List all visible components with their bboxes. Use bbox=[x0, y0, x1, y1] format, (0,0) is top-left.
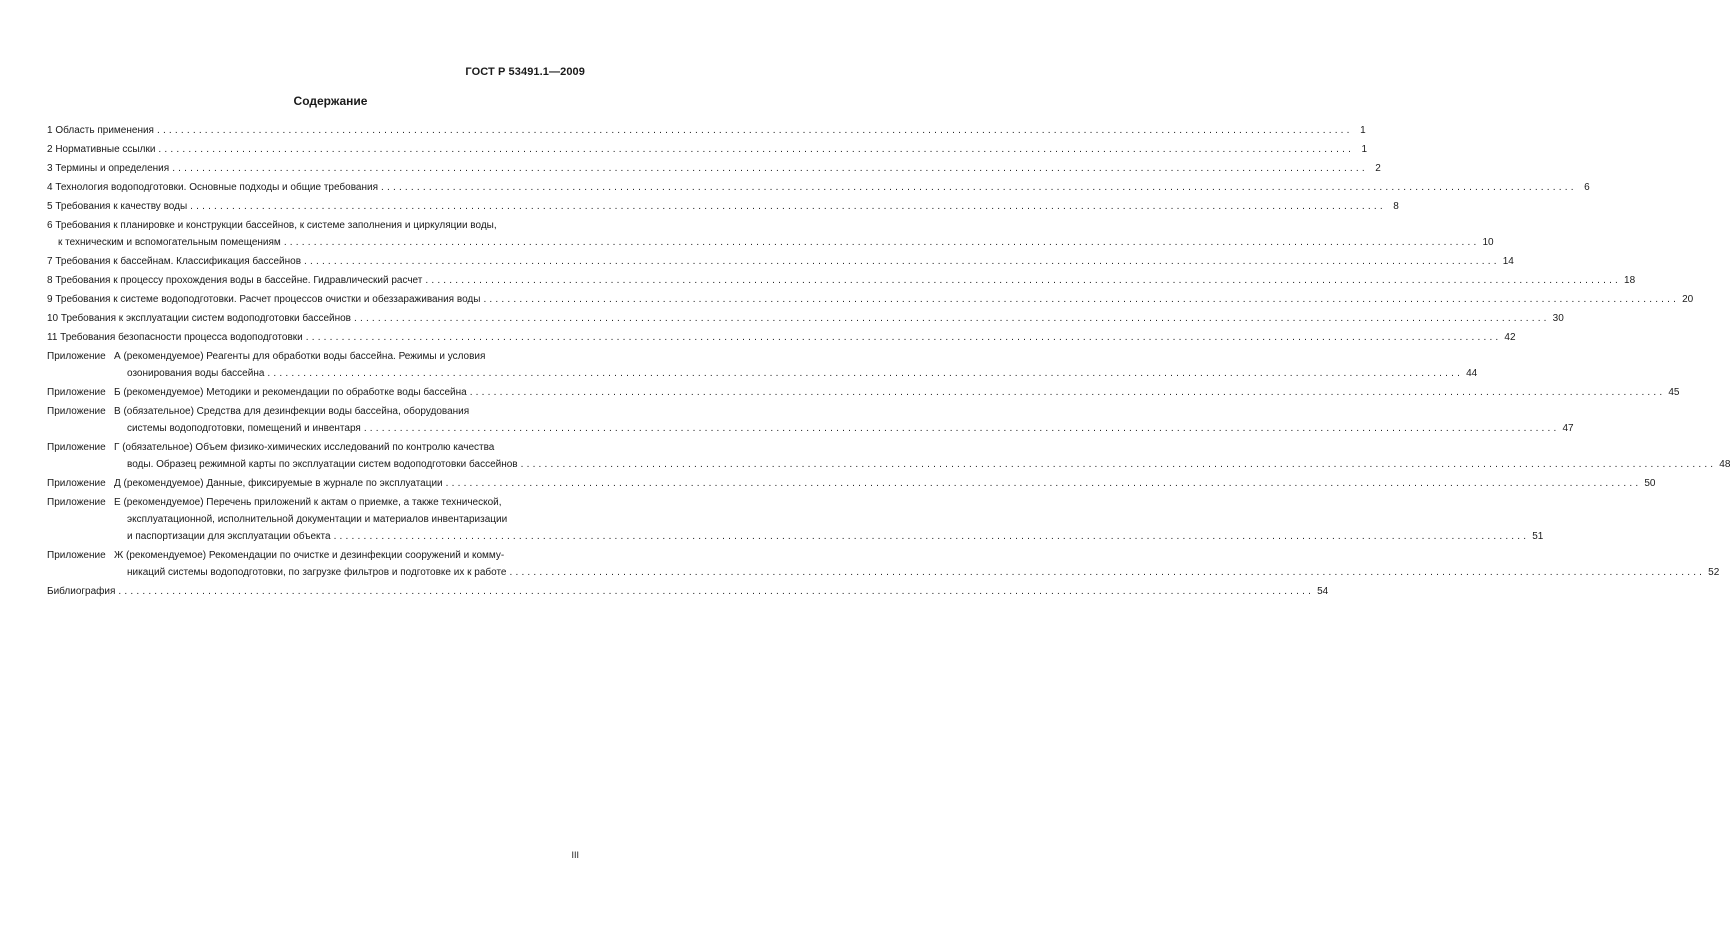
toc-entry-text: озонирования воды бассейна bbox=[127, 368, 265, 379]
toc-entry-5[interactable] bbox=[47, 198, 1399, 215]
toc-entry-text: 10 Требования к эксплуатации систем водоподготовки бассейнов bbox=[47, 313, 351, 324]
table-of-contents bbox=[47, 122, 1730, 600]
toc-page-number: 1 bbox=[1360, 125, 1366, 136]
toc-entry-text-line: Е (рекомендуемое) Перечень приложений к актам о приемке, а также технической, bbox=[114, 497, 502, 508]
leader-dots: ........................................................................................................................................................................................................ bbox=[267, 368, 1464, 379]
toc-entry-10[interactable] bbox=[47, 310, 1564, 327]
toc-page-number: 45 bbox=[1668, 387, 1680, 398]
toc-entry-text: никаций системы водоподготовки, по загрузке фильтров и подготовке их к работе bbox=[127, 567, 507, 578]
toc-entry-4[interactable] bbox=[47, 179, 1590, 196]
toc-entry-6[interactable] bbox=[47, 217, 1494, 251]
toc-entry-text-line: эксплуатационной, исполнительной документации и материалов инвентаризации bbox=[127, 514, 508, 525]
toc-page-number: 8 bbox=[1393, 201, 1399, 212]
toc-entry-8[interactable] bbox=[47, 272, 1636, 289]
leader-dots: ........................................................................................................................................................................................................ bbox=[381, 182, 1577, 193]
toc-page-number: 18 bbox=[1624, 275, 1636, 286]
appendix-label: Приложение bbox=[47, 497, 106, 508]
toc-page-number: 47 bbox=[1562, 423, 1574, 434]
toc-page-number: 54 bbox=[1317, 586, 1329, 597]
toc-appendix-b[interactable] bbox=[47, 384, 1680, 401]
toc-entry-text-line: 6 Требования к планировке и конструкции бассейнов, к системе заполнения и циркуляции воды, bbox=[47, 220, 497, 231]
toc-entry-text: Библиография bbox=[47, 586, 116, 597]
toc-entry-text: системы водоподготовки, помещений и инвентаря bbox=[127, 423, 361, 434]
leader-dots: ........................................................................................................................................................................................................ bbox=[425, 275, 1622, 286]
toc-entry-text: 9 Требования к системе водоподготовки. Расчет процессов очистки и обеззараживания воды bbox=[47, 294, 481, 305]
leader-dots: ........................................................................................................................................................................................................ bbox=[445, 478, 1642, 489]
toc-page-number: 30 bbox=[1552, 313, 1564, 324]
toc-appendix-v[interactable] bbox=[47, 403, 1574, 437]
leader-dots: ........................................................................................................................................................................................................ bbox=[156, 125, 1353, 136]
appendix-label: Приложение bbox=[47, 351, 106, 362]
page-number: III bbox=[571, 850, 579, 860]
toc-entry-text: 8 Требования к процессу прохождения воды в бассейне. Гидравлический расчет bbox=[47, 275, 423, 286]
toc-entry-text-line: Ж (рекомендуемое) Рекомендации по очистке и дезинфекции сооружений и комму- bbox=[114, 550, 505, 561]
toc-page-number: 10 bbox=[1482, 237, 1494, 248]
appendix-label: Приложение bbox=[47, 478, 106, 489]
leader-dots: ........................................................................................................................................................................................................ bbox=[520, 459, 1717, 470]
toc-entry-text: и паспортизации для эксплуатации объекта bbox=[127, 531, 331, 542]
toc-page-number: 14 bbox=[1502, 256, 1514, 267]
toc-entry-text: 1 Область применения bbox=[47, 125, 154, 136]
leader-dots: ........................................................................................................................................................................................................ bbox=[483, 294, 1680, 305]
leader-dots: ........................................................................................................................................................................................................ bbox=[304, 256, 1500, 267]
leader-dots: ........................................................................................................................................................................................................ bbox=[190, 201, 1386, 212]
page-title: Содержание bbox=[293, 94, 368, 108]
toc-entry-text: Д (рекомендуемое) Данные, фиксируемые в журнале по эксплуатации bbox=[114, 478, 443, 489]
toc-entry-text: Б (рекомендуемое) Методики и рекомендации по обработке воды бассейна bbox=[114, 387, 467, 398]
toc-entry-text: 2 Нормативные ссылки bbox=[47, 144, 156, 155]
toc-page-number: 52 bbox=[1708, 567, 1720, 578]
toc-page-number: 51 bbox=[1532, 531, 1544, 542]
toc-page-number: 42 bbox=[1504, 332, 1516, 343]
leader-dots: ........................................................................................................................................................................................................ bbox=[509, 567, 1706, 578]
toc-entry-text: 11 Требования безопасности процесса водоподготовки bbox=[47, 332, 303, 343]
leader-dots: ........................................................................................................................................................................................................ bbox=[354, 313, 1550, 324]
toc-appendix-d[interactable] bbox=[47, 475, 1656, 492]
leader-dots: ........................................................................................................................................................................................................ bbox=[305, 332, 1502, 343]
toc-appendix-a[interactable] bbox=[47, 348, 1478, 382]
toc-entry-text: 7 Требования к бассейнам. Классификация бассейнов bbox=[47, 256, 302, 267]
toc-entry-9[interactable] bbox=[47, 291, 1694, 308]
toc-entry-1[interactable] bbox=[47, 122, 1366, 139]
toc-page-number: 2 bbox=[1375, 163, 1381, 174]
toc-page-number: 44 bbox=[1466, 368, 1478, 379]
toc-entry-text-line: А (рекомендуемое) Реагенты для обработки воды бассейна. Режимы и условия bbox=[114, 351, 486, 362]
leader-dots: ........................................................................................................................................................................................................ bbox=[333, 531, 1530, 542]
appendix-label: Приложение bbox=[47, 442, 106, 453]
toc-entry-bibliography[interactable] bbox=[47, 583, 1329, 600]
leader-dots: ........................................................................................................................................................................................................ bbox=[283, 237, 1480, 248]
toc-appendix-zh[interactable] bbox=[47, 547, 1720, 581]
document-header: ГОСТ Р 53491.1—2009 bbox=[465, 66, 585, 78]
toc-page-number: 48 bbox=[1719, 459, 1730, 470]
appendix-label: Приложение bbox=[47, 550, 106, 561]
toc-entry-11[interactable] bbox=[47, 329, 1516, 346]
toc-page-number: 50 bbox=[1644, 478, 1656, 489]
leader-dots: ........................................................................................................................................................................................................ bbox=[158, 144, 1355, 155]
toc-entry-2[interactable] bbox=[47, 141, 1368, 158]
toc-entry-text: воды. Образец режимной карты по эксплуатации систем водоподготовки бассейнов bbox=[127, 459, 518, 470]
toc-entry-text: 4 Технология водоподготовки. Основные подходы и общие требования bbox=[47, 182, 379, 193]
toc-page-number: 6 bbox=[1584, 182, 1590, 193]
toc-page-number: 1 bbox=[1361, 144, 1368, 155]
leader-dots: ........................................................................................................................................................................................................ bbox=[172, 163, 1368, 174]
leader-dots: ........................................................................................................................................................................................................ bbox=[363, 423, 1560, 434]
leader-dots: ........................................................................................................................................................................................................ bbox=[469, 387, 1666, 398]
toc-entry-7[interactable] bbox=[47, 253, 1514, 270]
toc-appendix-g[interactable] bbox=[47, 439, 1730, 473]
toc-entry-text: 3 Термины и определения bbox=[47, 163, 170, 174]
toc-entry-3[interactable] bbox=[47, 160, 1381, 177]
toc-entry-text-line: В (обязательное) Средства для дезинфекции воды бассейна, оборудования bbox=[114, 406, 470, 417]
toc-entry-text: 5 Требования к качеству воды bbox=[47, 201, 188, 212]
toc-entry-text-line: Г (обязательное) Объем физико-химических исследований по контролю качества bbox=[114, 442, 495, 453]
appendix-label: Приложение bbox=[47, 387, 106, 398]
toc-page-number: 20 bbox=[1682, 294, 1694, 305]
toc-appendix-e[interactable] bbox=[47, 494, 1544, 545]
appendix-label: Приложение bbox=[47, 406, 106, 417]
toc-entry-text: к техническим и вспомогательным помещениям bbox=[58, 237, 281, 248]
leader-dots: ........................................................................................................................................................................................................ bbox=[118, 586, 1315, 597]
